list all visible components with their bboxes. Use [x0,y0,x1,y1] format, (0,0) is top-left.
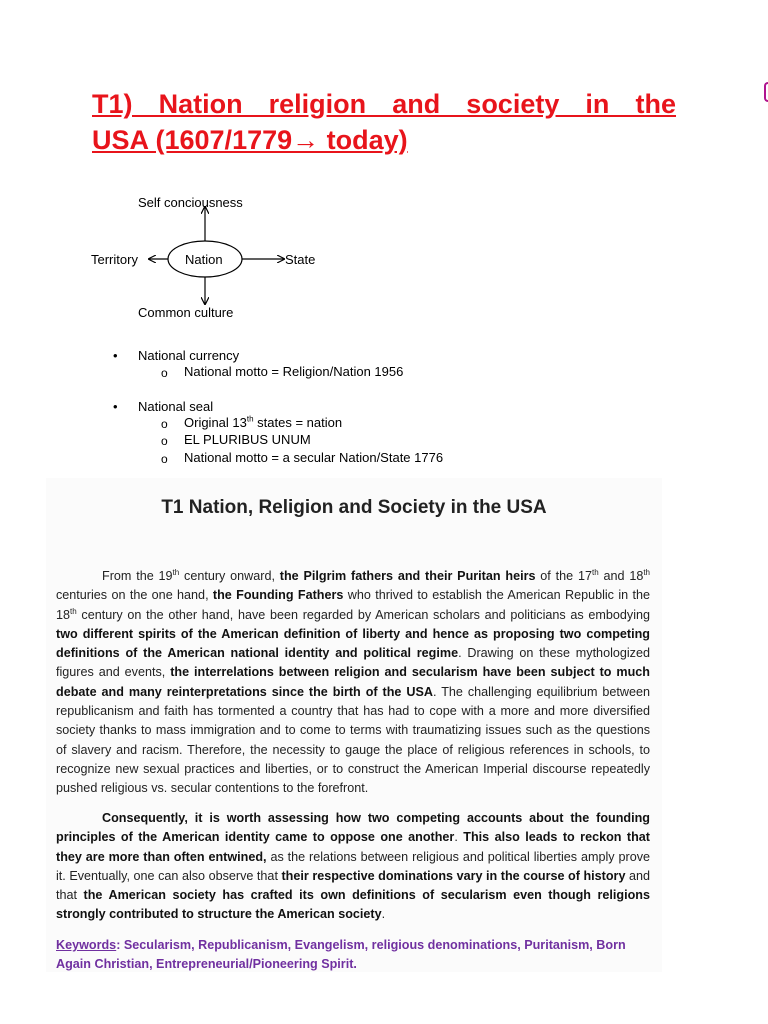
sub-item-original-states: Original 13th states = nation [184,414,343,430]
keywords-text: : Secularism, Republicanism, Evangelism, religious denominations, Puritanism, Born Again Christian, Entrepreneurial/Pioneering Spirit. [56,938,626,972]
nation-diagram [0,180,400,330]
scanned-excerpt [46,478,662,972]
sub-marker: o [161,452,168,466]
keywords-label: Keywords [56,938,117,952]
title-line-1: T1) Nation religion and society in the [92,89,676,119]
bullet-item-currency: National currency [138,348,240,363]
diagram-label-bottom: Common culture [138,305,234,320]
excerpt-keywords [56,936,650,975]
title-line-2: USA (1607/1779→ today) [92,125,408,155]
excerpt-heading: T1 Nation, Religion and Society in the USA [161,497,547,518]
sub-marker: o [161,434,168,448]
diagram-label-top: Self conciousness [138,195,243,210]
sub-item-pluribus: EL PLURIBUS UNUM [184,432,311,447]
diagram-label-center: Nation [185,252,223,267]
excerpt-paragraph-2: Consequently, it is worth assessing how two competing accounts about the founding principles of the American identity came to oppose one another. This also leads to reckon that they are more than often entwined, as the relations between religious and political liberties amply prove it. Eventually, one can also observe that their respective dominations vary in the course of history and that the American society has crafted its own definitions of secularism even though religions strongly contributed to structure the American society. [56,811,651,922]
bullet-marker: • [113,348,118,363]
diagram-label-left: Territory [91,252,138,267]
excerpt-paragraph-1: From the 19th century onward, the Pilgrim fathers and their Puritan heirs of the 17th and 18th centuries on the one hand, the Founding Fathers who thrived to establish the American Republic in the 18th century on the other hand, have been regarded by American scholars and politicians as embodying two different spirits of the American definition of liberty and hence as proposing two competing definitions of the American national identity and political regime. Drawing on these mythologized figures and events, the interrelations between religion and secularism have been subject to much debate and many reinterpretations since the birth of the USA. The challenging equilibrium between republicanism and faith has tormented a country that has had to cope with a more and more diversified society thanks to mass immigration and to come to terms with traumatizing issues such as the questions of slavery and racism. Therefore, the necessity to gauge the place of religious references in schools, to recognize new sexual practices and liberties, or to construct the American Imperial discourse repeatedly pushed religious vs. secular contentions to the forefront. [56,567,650,796]
sub-item-motto-1956: National motto = Religion/Nation 1956 [184,364,404,379]
sub-item-motto-1776: National motto = a secular Nation/State 1776 [184,450,444,465]
sub-marker: o [161,366,168,380]
bullet-item-seal: National seal [138,399,214,414]
sub-marker: o [161,417,168,431]
bullet-marker: • [113,399,118,414]
document-title [92,86,676,158]
diagram-label-right: State [285,252,316,267]
page-edge-mark [764,82,768,102]
